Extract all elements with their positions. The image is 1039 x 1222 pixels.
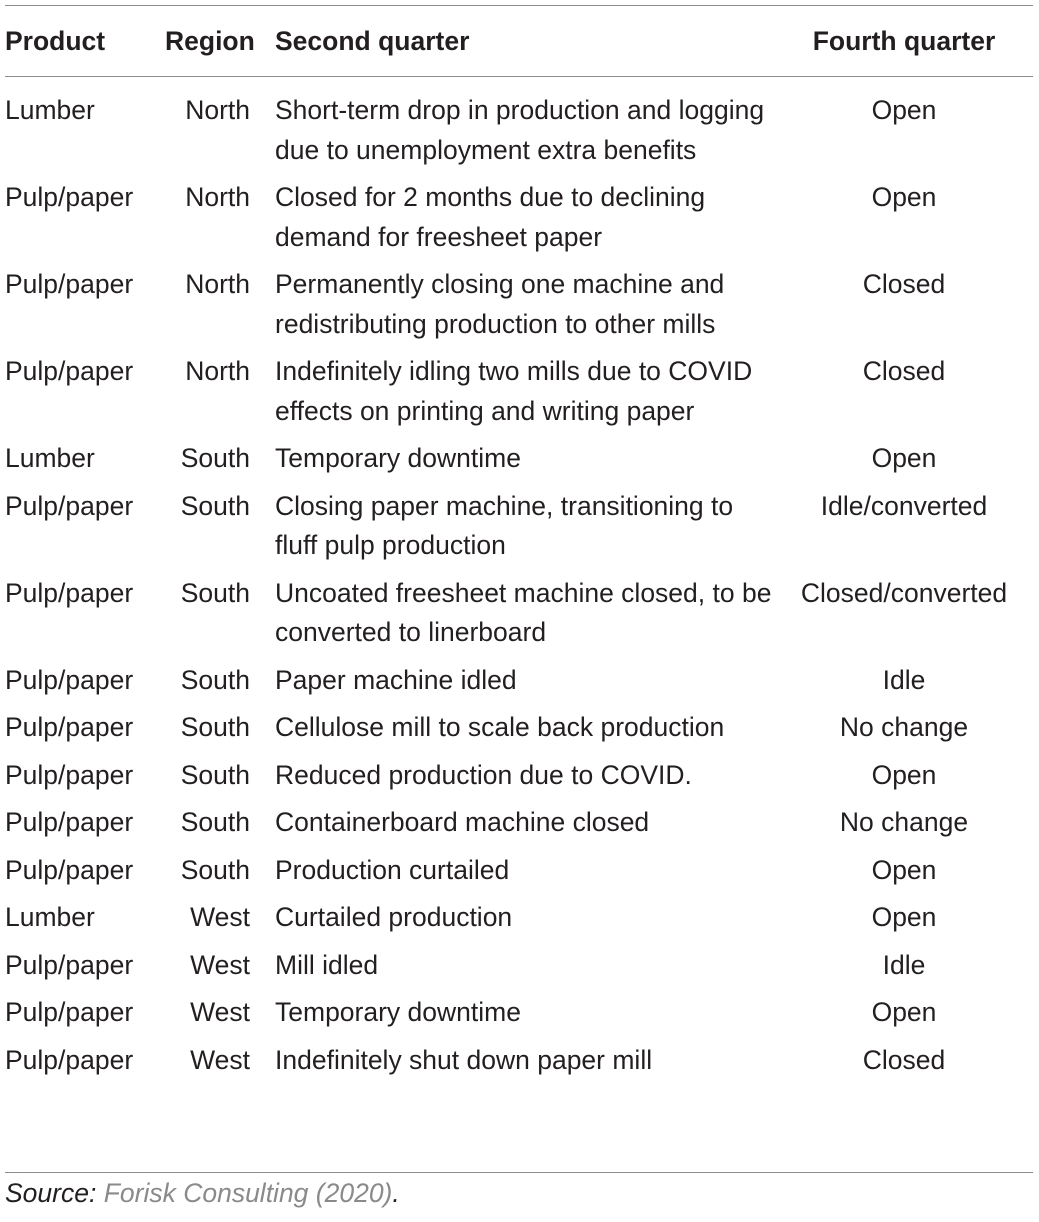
cell-fourth-quarter: No change: [839, 807, 969, 837]
header-second-quarter: Second quarter: [275, 25, 470, 56]
cell-region: South: [180, 490, 250, 521]
cell-product: Lumber: [5, 95, 95, 125]
cell-product: Pulp/paper: [5, 949, 134, 980]
cell-second-quarter: Curtailed production: [275, 902, 513, 932]
table-row: [5, 178, 1033, 265]
cell-product: Pulp/paper: [5, 997, 134, 1027]
cell-second-quarter: Permanently closing one machine and redistributing production to other mills: [275, 269, 725, 339]
table-row: [5, 993, 1033, 1041]
table-row: [5, 265, 1033, 352]
cell-fourth-quarter: No change: [839, 712, 969, 742]
cell-product: Pulp/paper: [5, 182, 134, 212]
cell-fourth-quarter: Open: [871, 95, 937, 125]
table-header-row: [5, 6, 1033, 76]
header-product: Product: [5, 25, 106, 56]
cell-region: North: [185, 269, 250, 299]
table-bottom-rule: [5, 1172, 1033, 1173]
cell-product: Pulp/paper: [5, 269, 134, 299]
cell-region: North: [185, 356, 250, 386]
source-label: Source:: [5, 1178, 97, 1208]
table-row: [5, 574, 1033, 661]
cell-second-quarter: Mill idled: [275, 949, 379, 980]
cell-second-quarter: Reduced production due to COVID.: [275, 759, 692, 790]
cell-region: South: [180, 712, 250, 742]
table-row: [5, 898, 1033, 946]
cell-region: South: [180, 577, 250, 608]
cell-region: South: [180, 854, 250, 885]
cell-fourth-quarter: Open: [871, 902, 937, 932]
cell-fourth-quarter: Open: [871, 443, 937, 473]
table-row: [5, 76, 1033, 178]
cell-second-quarter: Closed for 2 months due to declining demand for freesheet paper: [275, 182, 706, 252]
cell-fourth-quarter: Closed: [862, 356, 946, 386]
table-row: [5, 851, 1033, 899]
cell-region: West: [190, 949, 250, 980]
cell-fourth-quarter: Idle: [882, 949, 926, 980]
header-region: Region: [165, 25, 255, 56]
cell-region: South: [180, 443, 250, 473]
cell-fourth-quarter: Idle: [882, 664, 926, 695]
cell-region: West: [190, 997, 250, 1027]
cell-second-quarter: Temporary downtime: [275, 997, 521, 1027]
cell-product: Pulp/paper: [5, 759, 134, 790]
cell-region: West: [190, 902, 250, 932]
cell-product: Pulp/paper: [5, 356, 134, 386]
cell-region: South: [180, 759, 250, 790]
cell-region: North: [185, 182, 250, 212]
cell-product: Lumber: [5, 902, 95, 932]
cell-fourth-quarter: Idle/converted: [820, 490, 988, 521]
cell-region: North: [185, 95, 250, 125]
cell-second-quarter: Closing paper machine, transitioning to fluff pulp production: [275, 490, 734, 560]
table-row: [5, 1041, 1033, 1091]
header-fourth-quarter: Fourth quarter: [812, 25, 996, 56]
table-row: [5, 439, 1033, 487]
cell-product: Pulp/paper: [5, 577, 134, 608]
cell-fourth-quarter: Open: [871, 997, 937, 1027]
cell-fourth-quarter: Open: [871, 759, 937, 790]
cell-product: Pulp/paper: [5, 807, 134, 837]
table-row: [5, 756, 1033, 804]
cell-product: Pulp/paper: [5, 854, 134, 885]
source-suffix: .: [392, 1178, 400, 1208]
table-row: [5, 803, 1033, 851]
table-row: [5, 661, 1033, 709]
cell-second-quarter: Temporary downtime: [275, 443, 521, 473]
cell-region: South: [180, 664, 250, 695]
cell-product: Pulp/paper: [5, 490, 134, 521]
cell-fourth-quarter: Closed: [862, 1044, 946, 1075]
cell-product: Pulp/paper: [5, 1044, 134, 1075]
table-body: [5, 76, 1033, 1090]
table-row: [5, 708, 1033, 756]
cell-product: Pulp/paper: [5, 712, 134, 742]
table-row: [5, 946, 1033, 994]
table-row: [5, 487, 1033, 574]
cell-fourth-quarter: Closed/converted: [800, 577, 1008, 608]
cell-fourth-quarter: Closed: [862, 269, 946, 299]
cell-product: Lumber: [5, 443, 95, 473]
cell-second-quarter: Production curtailed: [275, 854, 510, 885]
cell-fourth-quarter: Open: [871, 182, 937, 212]
source-reference-link[interactable]: Forisk Consulting (2020): [103, 1178, 393, 1208]
mill-status-table: [5, 6, 1033, 1090]
cell-region: West: [190, 1044, 250, 1075]
cell-product: Pulp/paper: [5, 664, 134, 695]
cell-second-quarter: Containerboard machine closed: [275, 807, 650, 837]
cell-second-quarter: Paper machine idled: [275, 664, 517, 695]
cell-fourth-quarter: Open: [871, 854, 937, 885]
cell-second-quarter: Indefinitely shut down paper mill: [275, 1044, 653, 1075]
table-row: [5, 352, 1033, 439]
source-note: [5, 1178, 400, 1209]
cell-region: South: [180, 807, 250, 837]
cell-second-quarter: Indefinitely idling two mills due to COVID effects on printing and writing paper: [275, 356, 753, 426]
cell-second-quarter: Short-term drop in production and logging due to unemployment extra benefits: [275, 95, 765, 165]
cell-second-quarter: Uncoated freesheet machine closed, to be converted to linerboard: [275, 577, 772, 647]
cell-second-quarter: Cellulose mill to scale back production: [275, 712, 725, 742]
